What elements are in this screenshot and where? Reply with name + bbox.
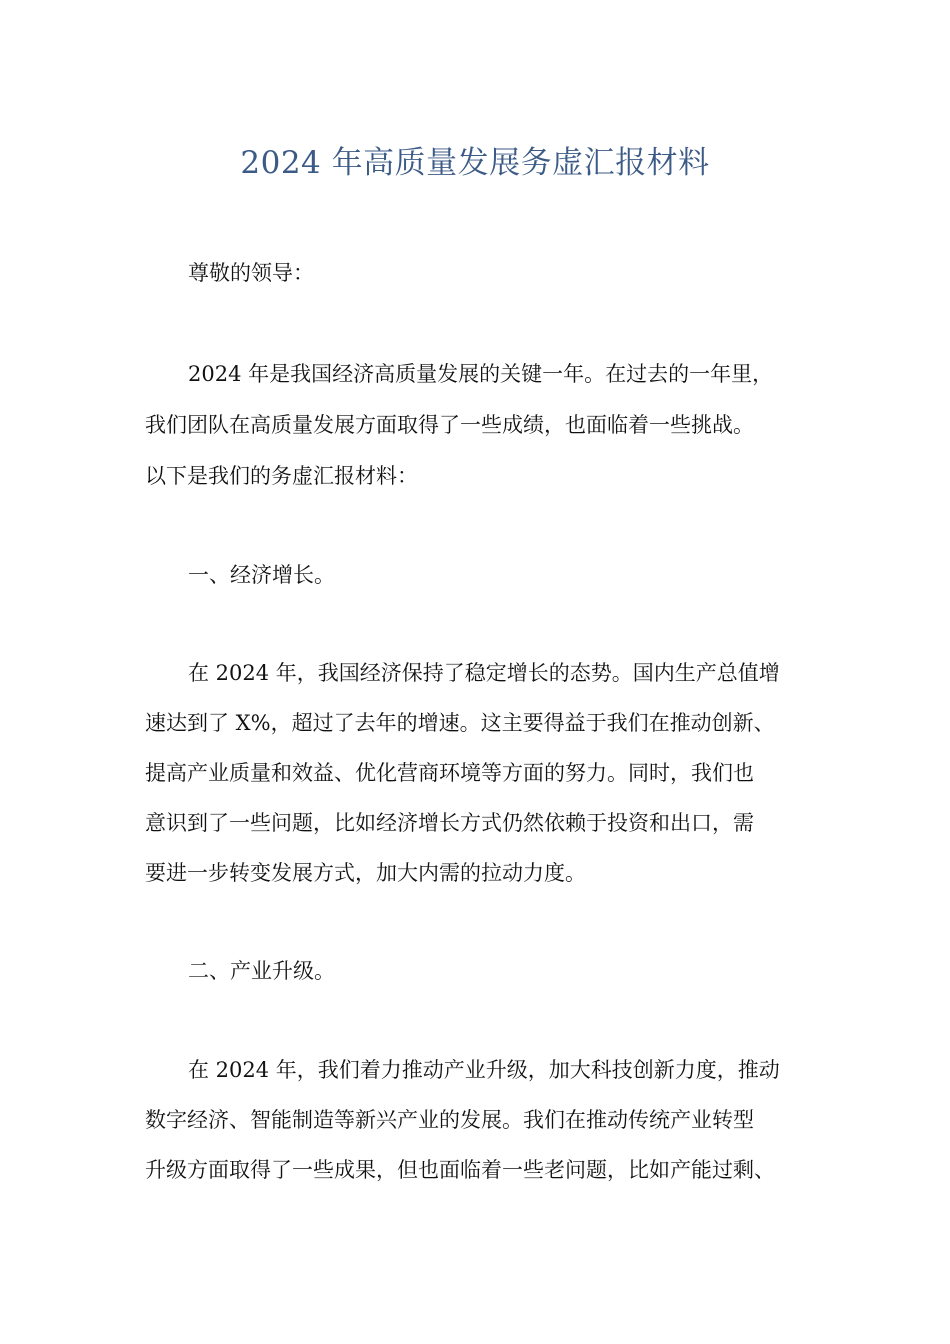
section-1-line: 提高产业质量和效益、优化营商环境等方面的努力。同时，我们也 — [145, 761, 754, 785]
section-1-line: 要进一步转变发展方式，加大内需的拉动力度。 — [145, 861, 586, 885]
section-1-line: 在 2024 年，我国经济保持了稳定增长的态势。国内生产总值增 — [188, 661, 780, 685]
section-1-line: 意识到了一些问题，比如经济增长方式仍然依赖于投资和出口，需 — [145, 811, 754, 835]
section-2-line: 数字经济、智能制造等新兴产业的发展。我们在推动传统产业转型 — [145, 1108, 754, 1132]
section-2-line: 升级方面取得了一些成果，但也面临着一些老问题，比如产能过剩、 — [145, 1158, 775, 1182]
intro-line: 我们团队在高质量发展方面取得了一些成绩，也面临着一些挑战。 — [145, 413, 754, 437]
intro-line: 2024 年是我国经济高质量发展的关键一年。在过去的一年里， — [188, 362, 774, 386]
section-2-line: 在 2024 年，我们着力推动产业升级，加大科技创新力度，推动 — [188, 1058, 780, 1082]
document-title: 2024 年高质量发展务虚汇报材料 — [240, 145, 710, 181]
section-1-line: 速达到了 X%，超过了去年的增速。这主要得益于我们在推动创新、 — [145, 711, 775, 735]
intro-line: 以下是我们的务虚汇报材料： — [145, 464, 418, 488]
salutation: 尊敬的领导： — [188, 261, 314, 285]
section-2-heading: 二、产业升级。 — [188, 959, 335, 983]
section-1-heading: 一、经济增长。 — [188, 563, 335, 587]
